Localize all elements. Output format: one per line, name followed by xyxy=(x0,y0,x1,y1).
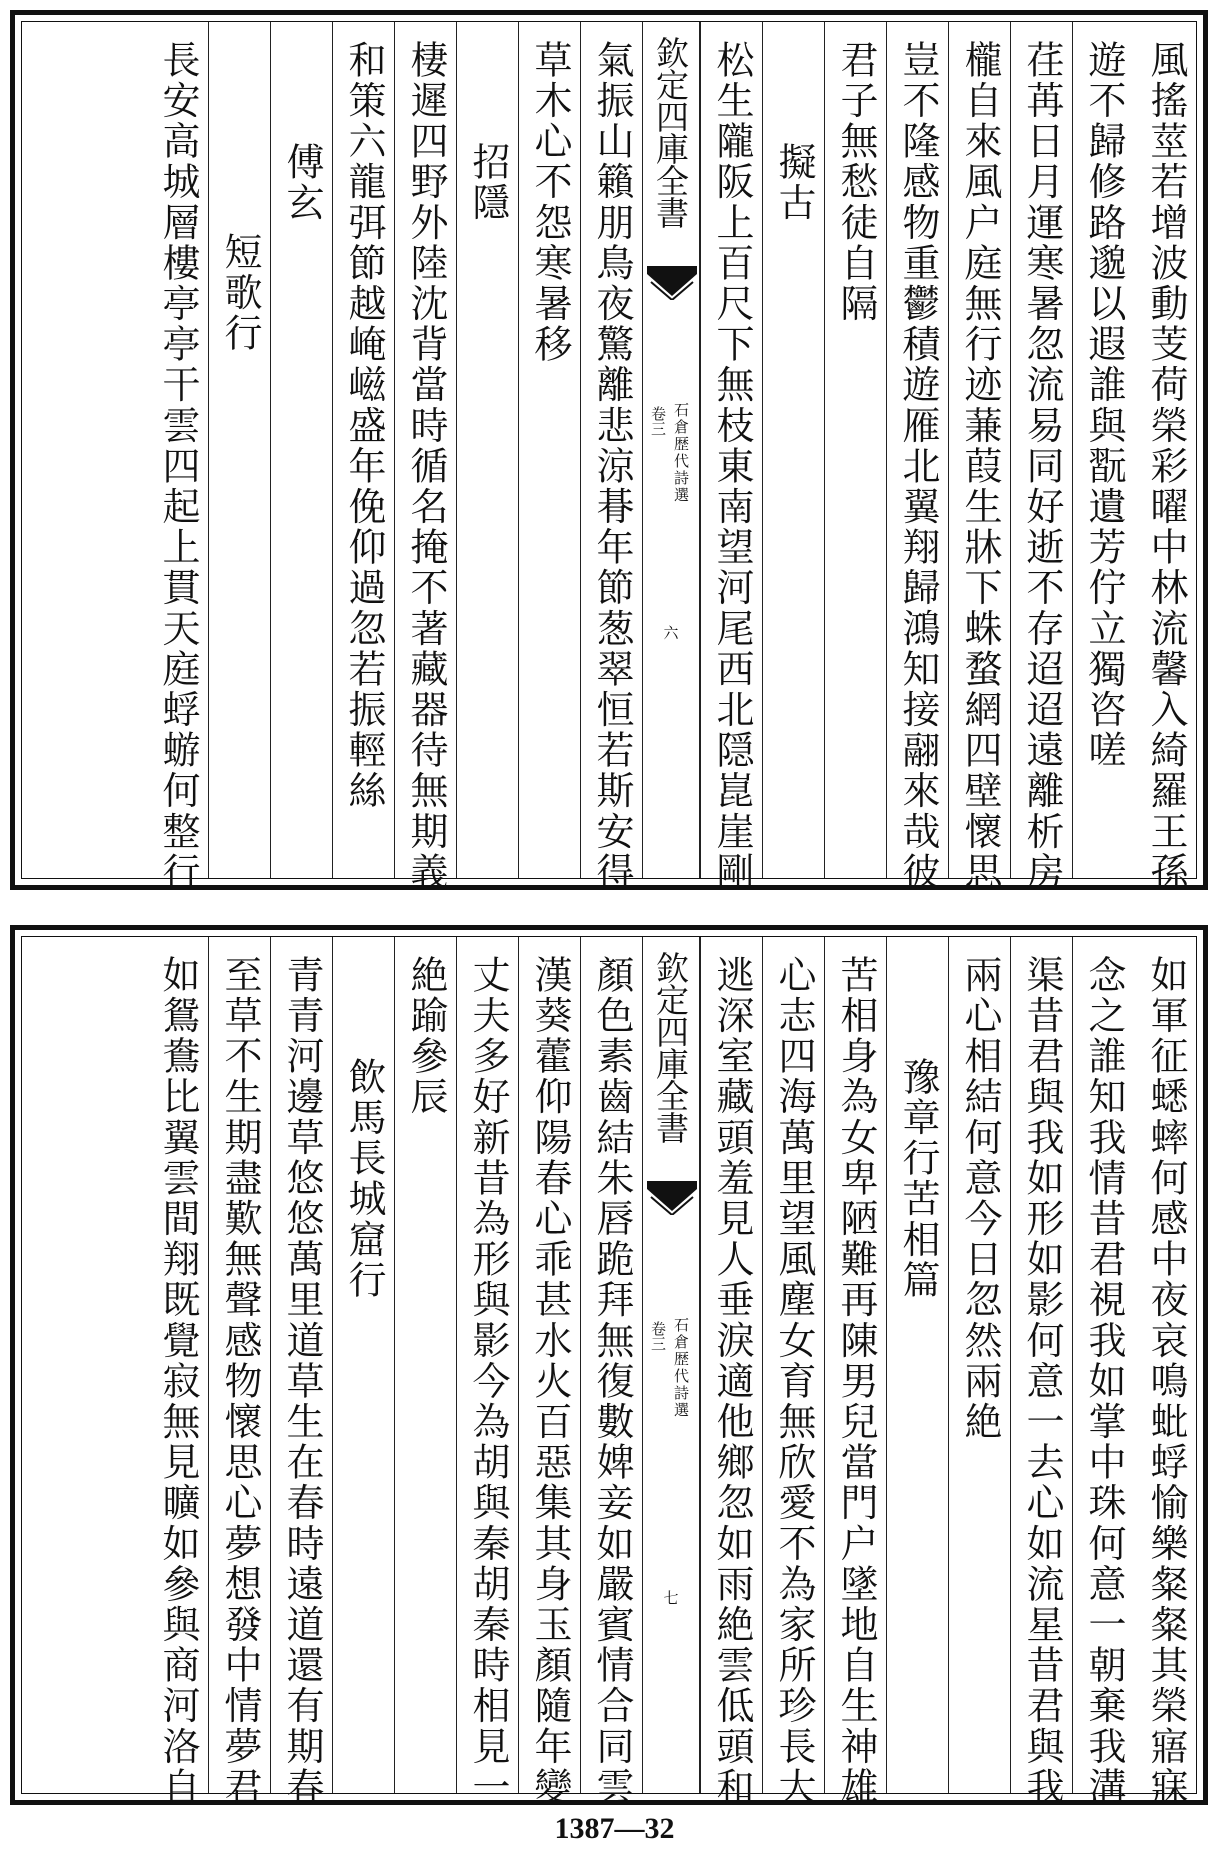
column-text: 絶踰參辰 xyxy=(404,955,448,1118)
column-text: 荏苒日月運寒暑忽流易同好逝不存迢迢遠離析房 xyxy=(1020,40,1064,893)
text-column xyxy=(0,22,208,893)
page-number: 七 xyxy=(663,1589,679,1607)
text-column xyxy=(332,937,394,1793)
column-text: 念之誰知我情昔君視我如掌中珠何意一朝棄我溝 xyxy=(1082,955,1126,1808)
text-column xyxy=(0,937,208,1808)
poem-title: 短歌行 xyxy=(218,232,262,354)
text-column xyxy=(518,937,580,1808)
bottom-page-block xyxy=(10,925,1208,1808)
column-text: 兩心相結何意今日忽然兩絶 xyxy=(958,955,1002,1443)
text-column xyxy=(700,937,762,1808)
text-column xyxy=(580,22,642,893)
page-number: 六 xyxy=(663,624,679,642)
column-text: 君子無愁徒自隔 xyxy=(834,40,878,325)
volume-number: 卷三 xyxy=(649,1321,667,1351)
text-column xyxy=(948,22,1010,893)
text-column xyxy=(518,22,580,878)
text-column xyxy=(456,937,518,1808)
top-page-block xyxy=(10,10,1208,893)
author-name: 傅玄 xyxy=(280,142,324,224)
poem-title: 豫章行苦相篇 xyxy=(896,1057,940,1301)
column-text: 丈夫多好新昔為形與影今為胡與秦胡秦時相見一 xyxy=(466,955,510,1808)
text-column xyxy=(948,937,1010,1793)
column-text: 棲遲四野外陸沈背當時循名掩不著藏器待無期義 xyxy=(404,40,448,893)
top-page-frame xyxy=(21,21,1197,893)
poem-title: 招隱 xyxy=(466,142,510,224)
column-text: 心志四海萬里望風塵女育無欣愛不為家所珍長大 xyxy=(772,955,816,1808)
book-title: 石倉歴代詩選 xyxy=(672,402,690,504)
text-column xyxy=(824,937,886,1808)
text-column xyxy=(394,22,456,893)
column-text: 渠昔君與我如形如影何意一去心如流星昔君與我 xyxy=(1020,955,1064,1808)
text-column xyxy=(762,22,824,878)
poem-title: 飲馬長城窟行 xyxy=(342,1057,386,1301)
text-column xyxy=(1134,937,1196,1808)
column-text: 遊不歸修路邈以遐誰與翫遺芳佇立獨咨嗟 xyxy=(1082,40,1126,771)
text-column xyxy=(824,22,886,878)
text-column xyxy=(270,22,332,878)
text-column xyxy=(394,937,456,1793)
center-fold-strip xyxy=(642,937,700,1793)
column-text: 長安高城層樓亭亭干雲四起上貫天庭蜉蝣何整行 xyxy=(156,40,200,893)
column-text: 逃深室藏頭羞見人垂淚適他鄉忽如雨絶雲低頭和 xyxy=(710,955,754,1808)
column-text: 如鴛鴦比翼雲間翔既覺寂無見曠如參與商河洛自 xyxy=(156,955,200,1808)
text-column xyxy=(1134,22,1196,893)
text-column xyxy=(1010,22,1072,893)
volume-number: 卷三 xyxy=(649,406,667,436)
fishtail-mark-icon xyxy=(647,266,697,300)
column-text: 櫳自來風户庭無行迹蒹葭生牀下蛛蝥網四壁懷思 xyxy=(958,40,1002,893)
fishtail-mark-icon xyxy=(647,1181,697,1215)
column-text: 顏色素齒結朱唇跪拜無復數婢妾如嚴賓情合同雲 xyxy=(590,955,634,1808)
text-column xyxy=(208,937,270,1808)
column-text: 和策六龍弭節越崦嵫盛年俛仰過忽若振輕絲 xyxy=(342,40,386,812)
bottom-page-frame xyxy=(21,936,1197,1808)
text-column xyxy=(762,937,824,1808)
column-text: 至草不生期盡歎無聲感物懷思心夢想發中情夢君 xyxy=(218,955,262,1808)
text-column xyxy=(700,22,762,893)
text-column xyxy=(270,937,332,1808)
collection-title: 欽定四庫全書 xyxy=(651,951,690,1143)
column-text: 松生隴阪上百尺下無枝東南望河尾西北隠崑崖剛 xyxy=(710,40,754,893)
collection-title: 欽定四庫全書 xyxy=(651,36,690,228)
column-text: 草木心不怨寒暑移 xyxy=(528,40,572,365)
text-column xyxy=(886,937,948,1793)
book-title: 石倉歴代詩選 xyxy=(672,1317,690,1419)
column-text: 風搖莖若增波動芰荷榮彩曜中林流馨入綺羅王孫 xyxy=(1144,40,1188,893)
column-text: 青青河邊草悠悠萬里道草生在春時遠道還有期春 xyxy=(280,955,324,1808)
text-column xyxy=(332,22,394,878)
text-column xyxy=(580,937,642,1808)
text-column xyxy=(1072,22,1134,878)
text-column xyxy=(1010,937,1072,1808)
column-text: 漢葵藿仰陽春心乖甚水火百惡集其身玉顏隨年變 xyxy=(528,955,572,1808)
poem-title: 擬古 xyxy=(772,142,816,224)
text-column xyxy=(1072,937,1134,1808)
text-column xyxy=(208,22,270,878)
text-column xyxy=(886,22,948,893)
text-column xyxy=(456,22,518,878)
page-footer-number: 1387—32 xyxy=(554,1812,675,1845)
column-text: 豈不隆感物重鬱積遊雁北翼翔歸鴻知接翮來哉彼 xyxy=(896,40,940,893)
column-text: 氣振山籟朋鳥夜驚離悲涼朞年節葱翠恒若斯安得 xyxy=(590,40,634,893)
column-text: 如軍征蟋蟀何感中夜哀鳴蚍蜉愉樂粲粲其榮寤寐 xyxy=(1144,955,1188,1808)
center-fold-strip xyxy=(642,22,700,878)
column-text: 苦相身為女卑陋難再陳男兒當門户墜地自生神雄 xyxy=(834,955,878,1808)
